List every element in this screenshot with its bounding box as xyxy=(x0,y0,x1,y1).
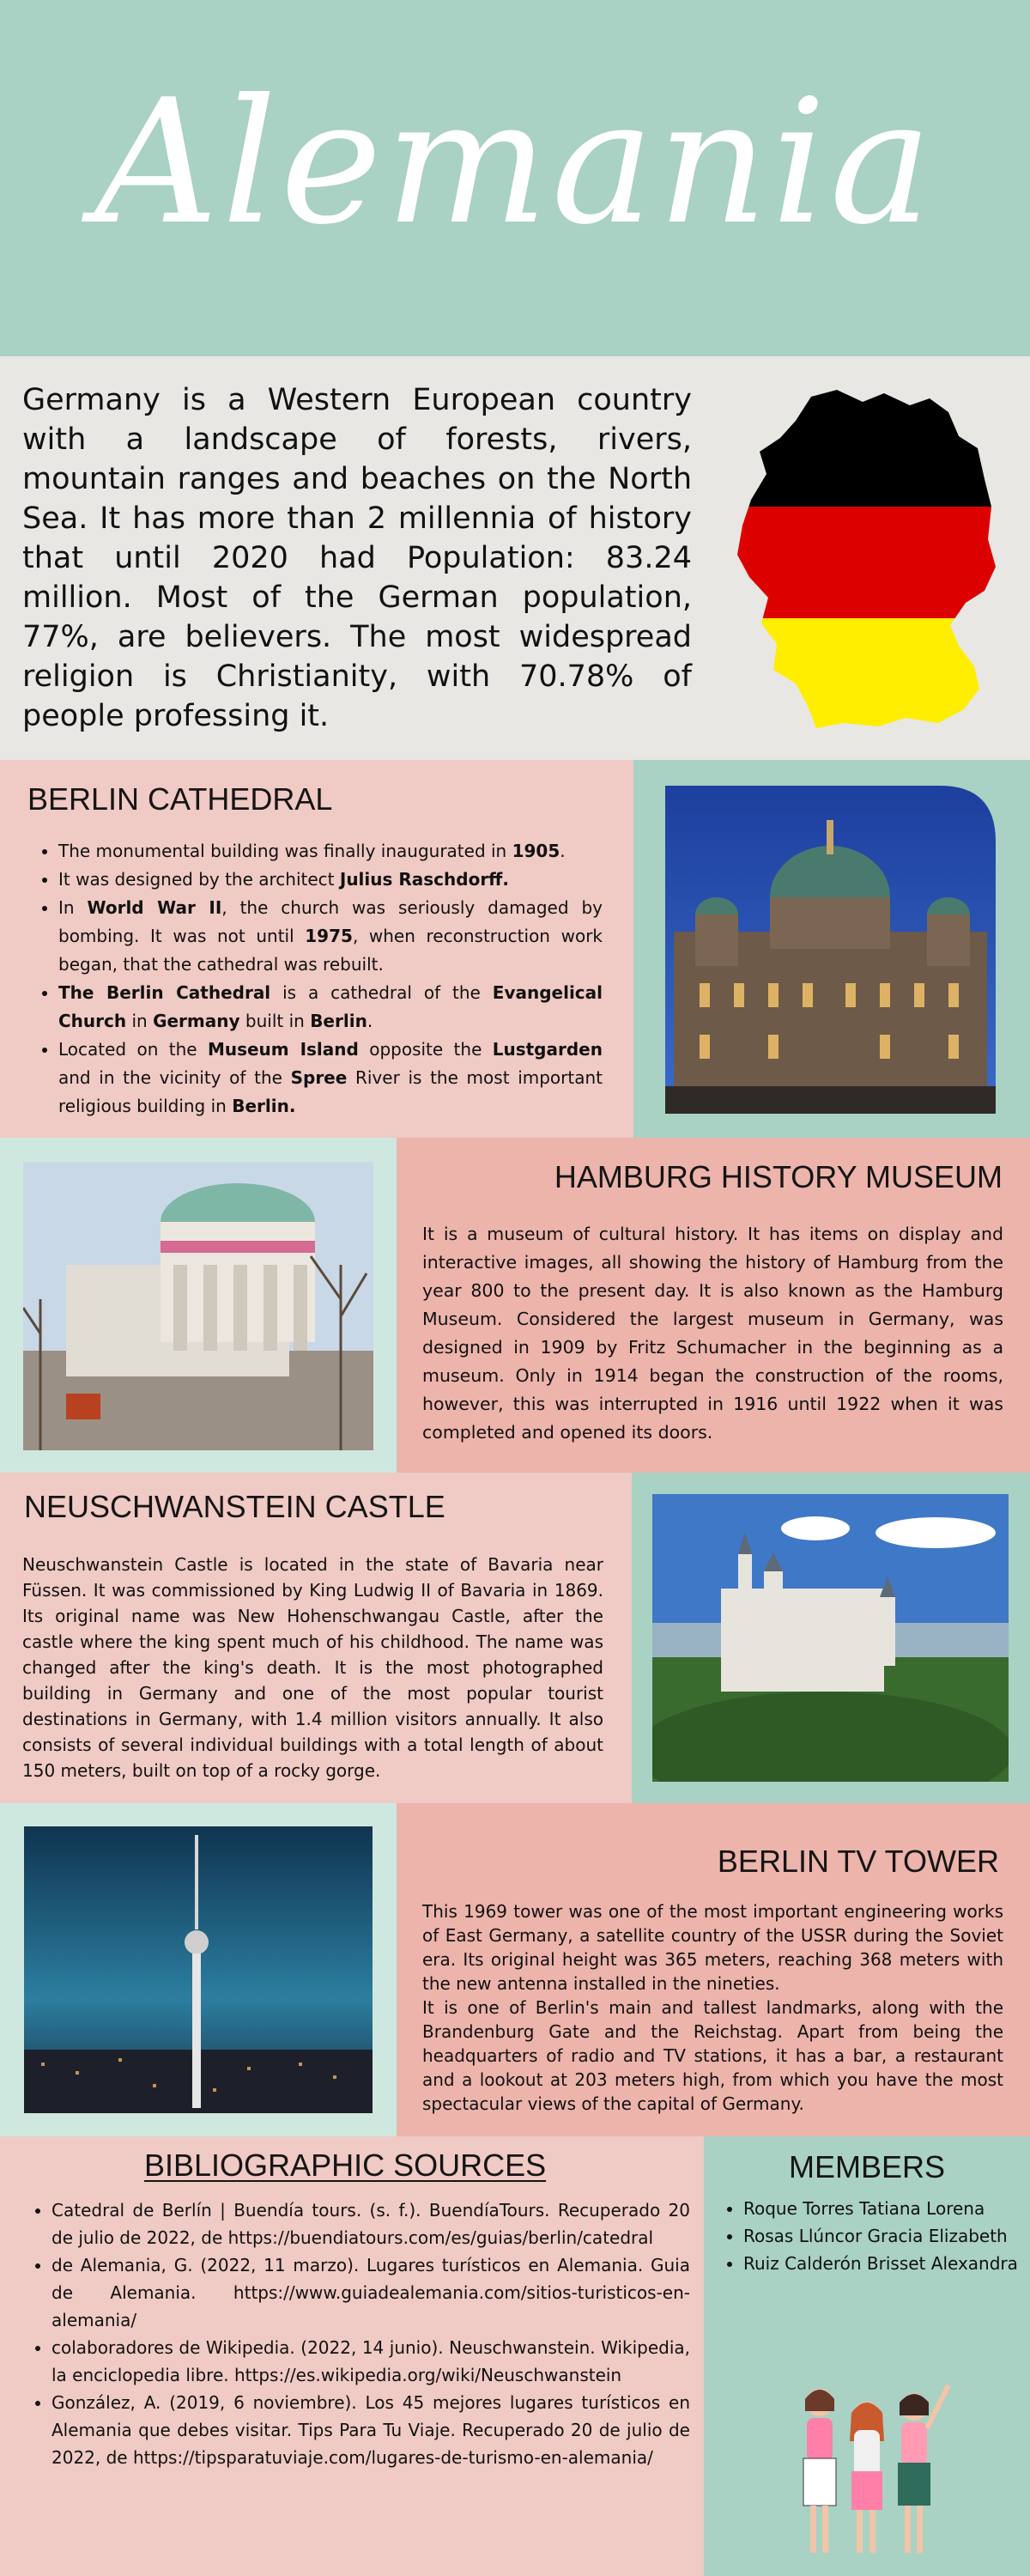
neuschwanstein-photo xyxy=(652,1494,1009,1782)
tv-tower-section xyxy=(0,1803,1030,2136)
berlin-cathedral-list xyxy=(26,837,603,1121)
bibliography-item: • González, A. (2019, 6 noviembre). Los 45 mejores lugares turísticos en Alemania que debes visitar. Tips Para Tu Viaje. Recuperado 20 de julio de 2022, de https://tipsparatuviaje.com/lugares-de-turismo-en-alemania/ xyxy=(52,2389,690,2471)
bold-text: Lustgarden xyxy=(492,1039,603,1060)
berlin-tv-tower-photo xyxy=(24,1826,373,2113)
neuschwanstein-text: Neuschwanstein Castle is located in the state of Bavaria near Füssen. It was commissioned by King Ludwig II of Bavaria in 1869. Its original name was New Hohenschwangau Castle, after the castle where the king spent much of his childhood. The name was changed after the king's death. It is the most photographed building in Germany and one of the most popular tourist destinations in Germany, with 1.4 million visitors annually. It also consists of several individual buildings with a total length of about 150 meters, built on top of a rocky gorge. xyxy=(22,1554,603,1781)
text-run: In xyxy=(58,897,88,918)
hamburg-museum-photo xyxy=(23,1162,373,1450)
tv-tower-paragraph-2: It is one of Berlin's main and tallest landmarks, along with the Brandenburg Gate and the Reichstag. Apart from being the headquarters of radio and TV stations, it has a bar, a restaurant and a lookout at 203 meters high, from which you have the most spectacular views of the capital of Germany. xyxy=(422,1997,1003,2114)
members-list xyxy=(711,2195,1020,2277)
text-run: . xyxy=(560,841,566,861)
text-run: Located on the xyxy=(58,1039,208,1060)
member-item: • Rosas Llúncor Gracia Elizabeth xyxy=(743,2222,1020,2250)
text-run: is a cathedral of the xyxy=(270,982,493,1003)
tv-tower-text xyxy=(422,1899,1003,2116)
text-run: The monumental building was finally inaugurated in xyxy=(58,841,512,861)
text-run: , when reconstruction work began, that the cathedral was rebuilt. xyxy=(58,926,603,975)
neuschwanstein-heading: NEUSCHWANSTEIN CASTLE xyxy=(24,1489,445,1524)
text-run: It was designed by the architect xyxy=(58,869,340,890)
text-run: , the church was seriously damaged by bombing. It was not until xyxy=(58,897,603,946)
bibliography-section xyxy=(0,2136,1030,2576)
cathedral-list-item xyxy=(58,894,603,979)
berlin-cathedral-photo xyxy=(665,786,996,1114)
cathedral-list-item xyxy=(58,1036,603,1121)
neuschwanstein-section xyxy=(0,1473,1030,1803)
bold-text: Evangelical Church xyxy=(58,982,603,1031)
bold-text: 1975 xyxy=(305,926,353,946)
intro-section xyxy=(0,356,1030,760)
text-run: opposite the xyxy=(358,1039,493,1060)
hamburg-section xyxy=(0,1138,1030,1473)
page-title: Alemania xyxy=(94,63,936,263)
bold-text: 1905 xyxy=(512,841,560,861)
text-run: in xyxy=(126,1011,154,1031)
tv-tower-paragraph-1: This 1969 tower was one of the most important engineering works of East Germany, a satellite country of the USSR during the Soviet era. Its original height was 365 meters, reaching 368 meters with the new antenna installed in the nineties. xyxy=(422,1901,1003,1994)
intro-text: Germany is a Western European country with a landscape of forests, rivers, mountain ranges and beaches on the North Sea. It has more than 2 millennia of history that until 2020 had Population: 83.24 million. Most of the German population, 77%, are believers. The most widespread religion is Christianity, with 70.78% of people professing it. xyxy=(22,383,692,733)
bibliography-item: • colaboradores de Wikipedia. (2022, 14 junio). Neuschwanstein. Wikipedia, la enciclopedia libre. https://es.wikipedia.org/wiki/Neuschwanstein xyxy=(52,2334,690,2389)
members-panel xyxy=(704,2136,1030,2576)
bold-text: The Berlin Cathedral xyxy=(58,982,271,1003)
berlin-cathedral-section xyxy=(0,760,1030,1138)
berlin-cathedral-heading: BERLIN CATHEDRAL xyxy=(27,781,333,817)
text-run: River is the most important religious building in xyxy=(58,1067,603,1116)
bold-text: Berlin. xyxy=(232,1096,296,1116)
cathedral-list-item xyxy=(58,837,603,866)
text-run: built in xyxy=(239,1011,311,1031)
bold-text: World War II xyxy=(87,897,222,918)
bold-text: Berlin xyxy=(310,1011,367,1031)
bold-text: Spree xyxy=(290,1067,348,1088)
tv-tower-heading: BERLIN TV TOWER xyxy=(717,1844,999,1879)
member-item: • Ruiz Calderón Brisset Alexandra xyxy=(743,2250,1020,2277)
bibliography-item: • Catedral de Berlín | Buendía tours. (s. f.). BuendíaTours. Recuperado 20 de julio de 2022, de https://buendiatours.com/es/guias/berlin/catedral xyxy=(52,2196,690,2251)
bibliography-list xyxy=(19,2196,690,2471)
bold-text: Museum Island xyxy=(207,1039,359,1060)
cathedral-list-item xyxy=(58,979,603,1036)
students-illustration xyxy=(772,2368,961,2566)
hamburg-text: It is a museum of cultural history. It has items on display and interactive images, all showing the history of Hamburg from the year 800 to the present day. It is also known as the Hamburg Museum. Considered the largest museum in Germany, was designed in 1909 by Fritz Schumacher in the beginning as a museum. Only in 1914 began the construction of the rooms, however, this was interrupted in 1916 until 1922 when it was completed and opened its doors. xyxy=(422,1224,1003,1443)
cathedral-list-item xyxy=(58,866,603,894)
members-heading: MEMBERS xyxy=(788,2149,946,2184)
bibliography-item: • de Alemania, G. (2022, 11 marzo). Lugares turísticos en Alemania. Guia de Alemania. https://www.guiadealemania.com/sitios-turisticos-en-alemania/ xyxy=(52,2251,690,2334)
text-run: . xyxy=(367,1011,373,1031)
hamburg-heading: HAMBURG HISTORY MUSEUM xyxy=(554,1159,1003,1194)
bibliography-heading: BIBLIOGRAPHIC SOURCES xyxy=(144,2148,547,2183)
header-banner xyxy=(0,0,1030,356)
member-item: • Roque Torres Tatiana Lorena xyxy=(743,2195,1020,2222)
bold-text: Germany xyxy=(153,1011,240,1031)
text-run: and in the vicinity of the xyxy=(58,1067,291,1088)
germany-flag-map xyxy=(734,386,1000,730)
bold-text: Julius Raschdorff. xyxy=(339,869,509,890)
